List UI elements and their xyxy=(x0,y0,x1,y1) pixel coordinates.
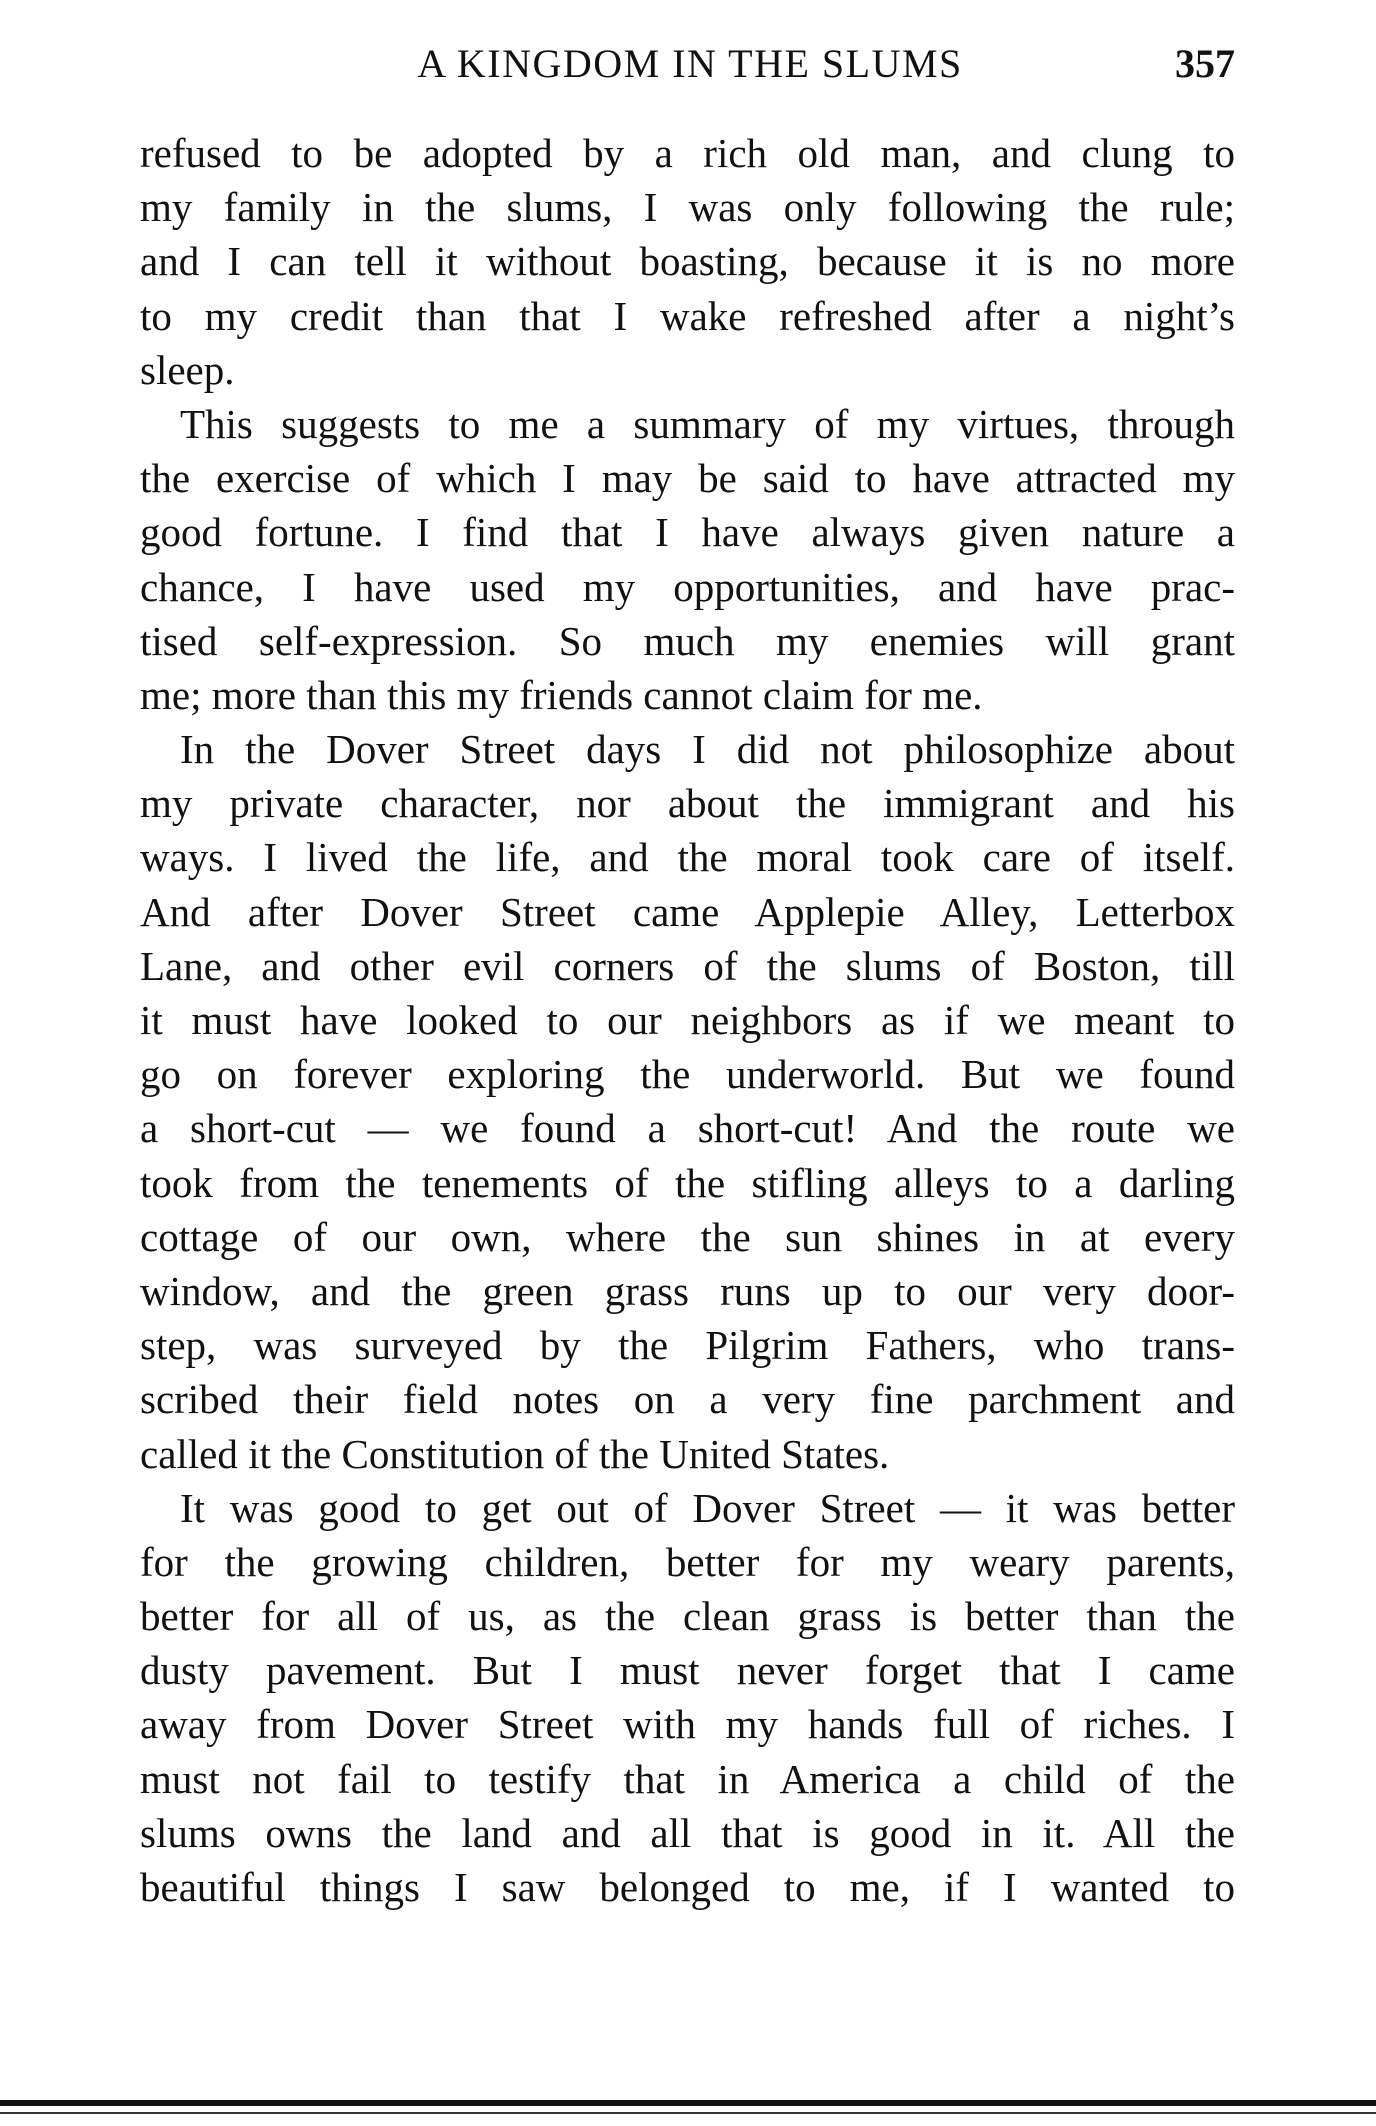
text-line: my family in the slums, I was only following the rule; xyxy=(140,184,1235,231)
running-title: A KINGDOM IN THE SLUMS xyxy=(417,41,963,86)
text-line: must not fail to testify that in America a child of the xyxy=(140,1755,1235,1802)
text-line: for the growing children, better for my weary parents, xyxy=(140,1538,1235,1585)
text-line: my private character, nor about the immigrant and his xyxy=(140,780,1235,827)
bottom-rule xyxy=(0,2100,1376,2106)
text-line: it must have looked to our neighbors as if we meant to xyxy=(140,997,1235,1043)
running-head xyxy=(140,40,1235,100)
text-line: go on forever exploring the underworld. But we found xyxy=(140,1051,1235,1098)
text-line: dusty pavement. But I must never forget that I came xyxy=(140,1647,1235,1694)
text-line: ways. I lived the life, and the moral took care of itself. xyxy=(140,834,1235,881)
text-line: away from Dover Street with my hands full of riches. I xyxy=(140,1701,1235,1748)
text-line: window, and the green grass runs up to our very door- xyxy=(140,1267,1235,1314)
text-line: sleep. xyxy=(140,346,235,393)
text-line: It was good to get out of Dover Street — it was better xyxy=(180,1484,1235,1531)
text-line: to my credit than that I wake refreshed after a night’s xyxy=(140,292,1235,339)
text-line: good fortune. I find that I have always given nature a xyxy=(140,509,1235,556)
text-line: the exercise of which I may be said to have attracted my xyxy=(140,455,1235,502)
text-line: step, was surveyed by the Pilgrim Fathers, who trans- xyxy=(140,1322,1235,1369)
text-line: beautiful things I saw belonged to me, if I wanted to xyxy=(140,1864,1235,1910)
page-number: 357 xyxy=(1175,41,1235,86)
text-line: scribed their field notes on a very fine parchment and xyxy=(140,1376,1235,1423)
text-line: called it the Constitution of the United States. xyxy=(140,1430,890,1477)
text-line: cottage of our own, where the sun shines in at every xyxy=(140,1213,1235,1260)
text-line: In the Dover Street days I did not philosophize about xyxy=(180,726,1235,773)
text-line: Lane, and other evil corners of the slums of Boston, till xyxy=(140,942,1235,989)
text-line: slums owns the land and all that is good in it. All the xyxy=(140,1809,1235,1856)
text-line: me; more than this my friends cannot claim for me. xyxy=(140,671,983,718)
text-line: And after Dover Street came Applepie Alley, Letterbox xyxy=(140,888,1235,935)
text-line: chance, I have used my opportunities, and have prac- xyxy=(140,563,1235,610)
bottom-rule-thin xyxy=(0,2112,1376,2114)
text-line: This suggests to me a summary of my virtues, through xyxy=(180,400,1235,447)
text-line: refused to be adopted by a rich old man, and clung to xyxy=(140,130,1235,176)
body-text xyxy=(140,126,1235,1914)
text-line: and I can tell it without boasting, because it is no more xyxy=(140,238,1235,285)
text-line: a short-cut — we found a short-cut! And the route we xyxy=(140,1105,1235,1152)
text-line: better for all of us, as the clean grass is better than the xyxy=(140,1593,1235,1640)
text-line: tised self-expression. So much my enemies will grant xyxy=(140,617,1235,664)
text-line: took from the tenements of the stifling alleys to a darling xyxy=(140,1159,1235,1206)
